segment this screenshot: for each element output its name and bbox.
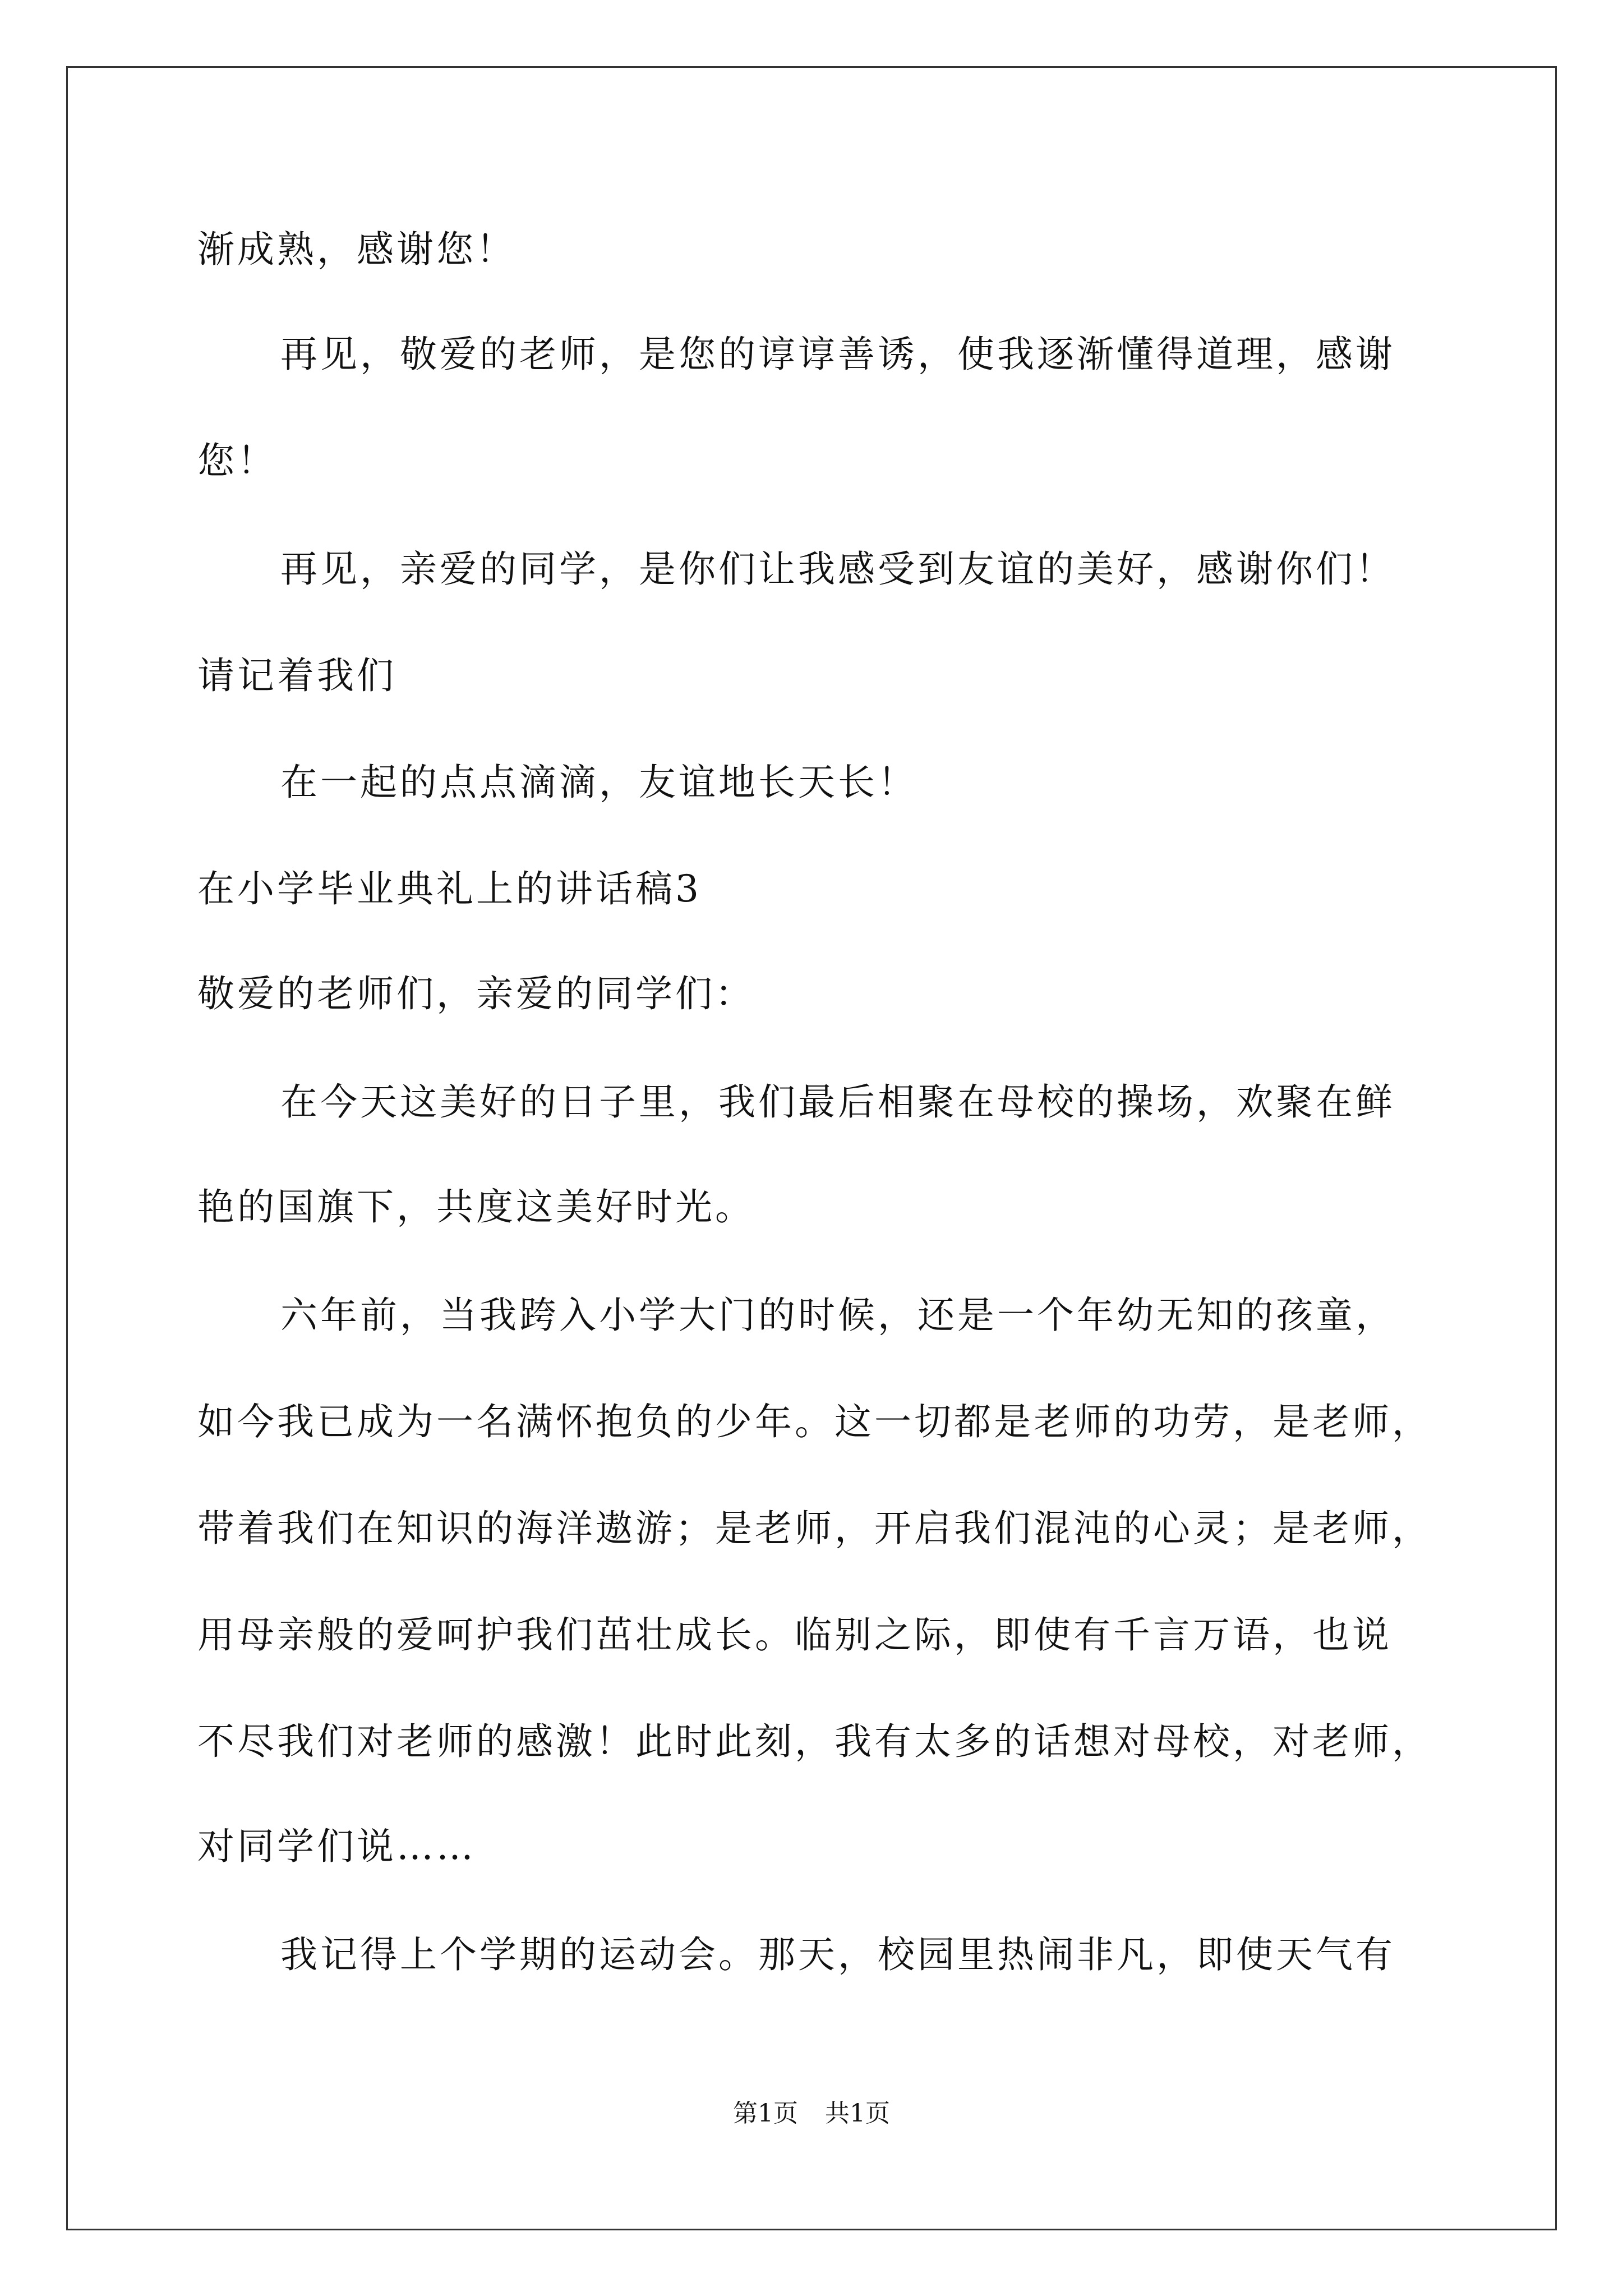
page-border — [66, 66, 1557, 2230]
page-total: 共1页 — [825, 2099, 890, 2128]
text-line: 如今我已成为一名满怀抱负的少年。这一切都是老师的功劳，是老师， — [197, 1400, 1432, 1443]
page-footer — [0, 2099, 1623, 2128]
text-line: 渐成熟，感谢您！ — [197, 228, 516, 271]
text-line: 请记着我们 — [197, 654, 396, 697]
paragraph-line: 在今天这美好的日子里，我们最后相聚在母校的操场，欢聚在鲜 — [280, 1080, 1395, 1124]
paragraph-line: 我记得上个学期的运动会。那天，校园里热闹非凡，即使天气有 — [280, 1933, 1395, 1976]
paragraph-line: 再见，亲爱的同学，是你们让我感受到友谊的美好，感谢你们！ — [280, 547, 1395, 591]
paragraph-line: 再见，敬爱的老师，是您的谆谆善诱，使我逐渐懂得道理，感谢 — [280, 333, 1395, 376]
section-heading: 在小学毕业典礼上的讲话稿3 — [197, 867, 702, 910]
paragraph-line: 六年前，当我跨入小学大门的时候，还是一个年幼无知的孩童， — [280, 1294, 1395, 1337]
text-line: 用母亲般的爱呵护我们茁壮成长。临别之际，即使有千言万语，也说 — [197, 1613, 1392, 1657]
page-number: 第1页 — [733, 2099, 798, 2128]
paragraph-line: 在一起的点点滴滴，友谊地长天长！ — [280, 761, 917, 804]
salutation: 敬爱的老师们，亲爱的同学们： — [197, 972, 755, 1015]
text-line: 带着我们在知识的海洋遨游；是老师，开启我们混沌的心灵；是老师， — [197, 1507, 1432, 1550]
text-line: 对同学们说…… — [197, 1825, 476, 1868]
text-line: 艳的国旗下，共度这美好时光。 — [197, 1185, 755, 1228]
text-line: 您！ — [197, 439, 277, 482]
text-line: 不尽我们对老师的感激！此时此刻，我有太多的话想对母校，对老师， — [197, 1720, 1432, 1763]
